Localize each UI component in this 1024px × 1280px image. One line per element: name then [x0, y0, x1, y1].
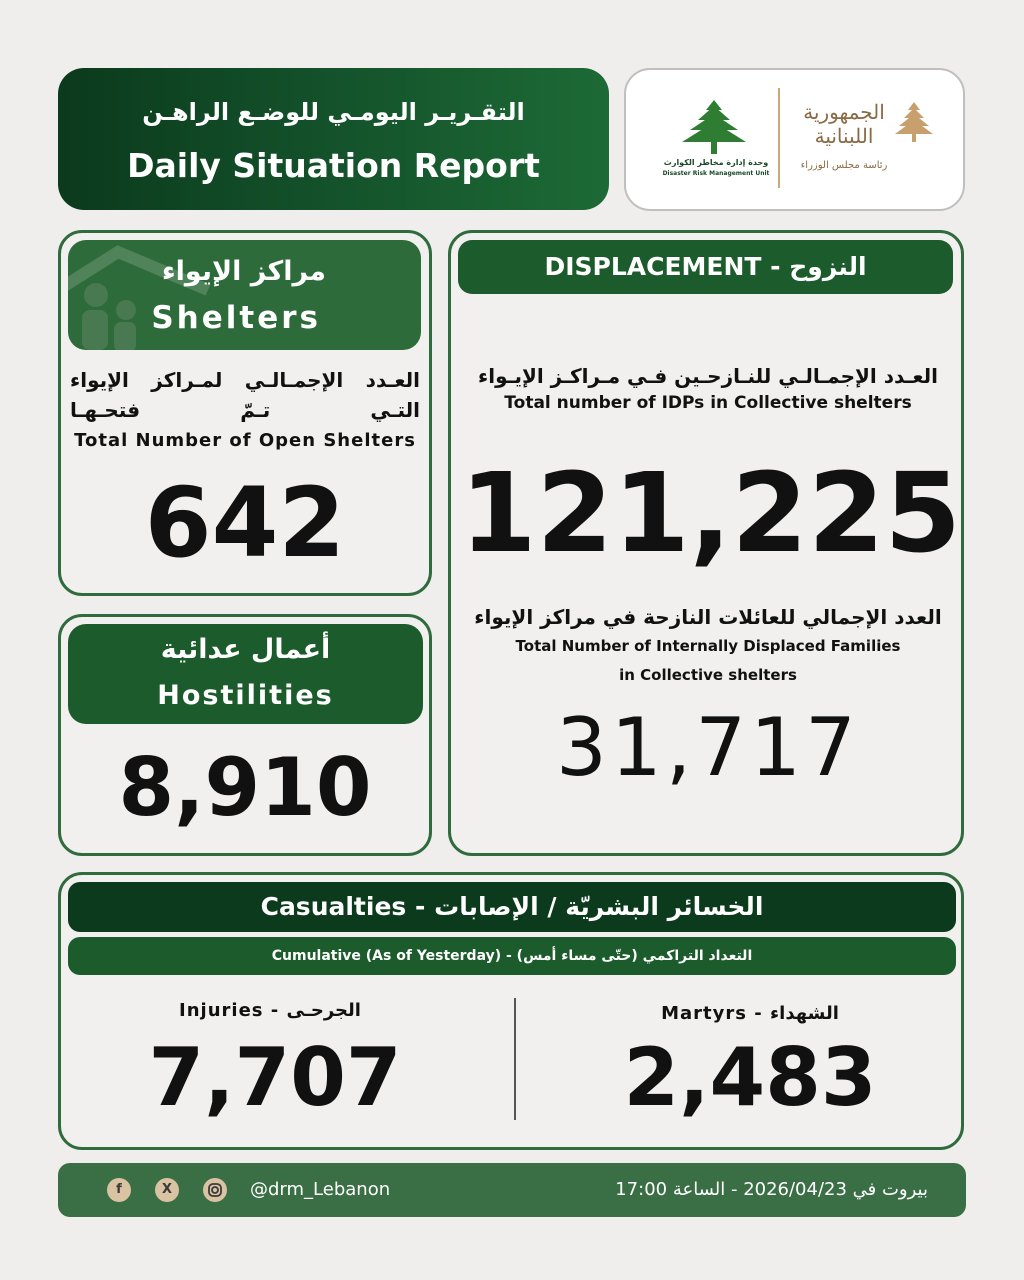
report-datetime: بيروت في 2026/04/23 - الساعة 17:00 [615, 1179, 928, 1200]
footer-bar [58, 1163, 966, 1217]
republic-logo-text: الجمهورية اللبنانية [803, 100, 885, 148]
facebook-icon[interactable]: f [107, 1178, 131, 1202]
x-icon[interactable]: X [155, 1178, 179, 1202]
families-label-english-line2: in Collective shelters [619, 666, 797, 684]
casualties-subheader: Cumulative (As of Yesterday) - (التعداد التراكمي (حتّى مساء أمس [68, 937, 956, 975]
idps-count: 121,225 [460, 449, 962, 577]
injuries-label: Injuries - الجرحـى [179, 1000, 361, 1021]
idps-label-arabic: العـدد الإجمـالـي للنـازحـين فـي مـراكـز الإيـواء [477, 364, 939, 388]
logos-panel [624, 68, 965, 211]
pm-office-text: رئاسة مجلس الوزراء [800, 160, 888, 171]
hostilities-count: 8,910 [118, 741, 372, 834]
families-label-arabic: العدد الإجمالي للعائلات النازحة في مراكز الإيواء [474, 605, 942, 629]
shelters-title-arabic: مراكز الإيواء [161, 256, 326, 287]
report-title-banner [58, 68, 609, 210]
casualties-header: Casualties - الخسائر البشريّة / الإصابات [68, 882, 956, 932]
social-handle[interactable]: @drm_Lebanon [250, 1179, 391, 1200]
shelters-title-english: Shelters [151, 300, 321, 336]
drm-cedar-logo [678, 98, 750, 160]
families-count: 31,717 [556, 701, 860, 794]
hostilities-header [68, 624, 423, 724]
martyrs-count: 2,483 [623, 1031, 877, 1124]
drm-logo-english: Disaster Risk Management Unit [662, 170, 770, 177]
shelters-label-english: Total Number of Open Shelters [74, 430, 416, 451]
displacement-header: DISPLACEMENT - النزوح [458, 240, 953, 294]
families-label-english-line1: Total Number of Internally Displaced Families [515, 637, 901, 655]
injuries-count: 7,707 [148, 1031, 402, 1124]
hostilities-title-english: Hostilities [157, 680, 334, 711]
drm-logo-arabic: وحدة إدارة مخاطر الكوارث [663, 158, 769, 167]
shelters-header [68, 240, 421, 350]
casualties-divider [514, 998, 516, 1120]
instagram-icon[interactable] [203, 1178, 227, 1202]
shelters-label-arabic-line1: العـدد الإجمـالـي لمـراكز الإيواء [70, 368, 420, 392]
shelters-count: 642 [144, 467, 346, 579]
hostilities-title-arabic: أعمال عدائية [160, 634, 331, 665]
logo-divider [778, 88, 780, 188]
shelters-label-arabic-line2: التـي تـمّ فتحـهـا [70, 398, 420, 422]
idps-label-english: Total number of IDPs in Collective shelters [504, 393, 912, 413]
martyrs-label: Martyrs - الشهداء [661, 1003, 839, 1024]
cedar-emblem-icon [894, 100, 934, 144]
report-title-arabic: التقـريـر اليومـي للوضـع الراهـن [142, 98, 525, 126]
report-title-english: Daily Situation Report [127, 146, 540, 185]
